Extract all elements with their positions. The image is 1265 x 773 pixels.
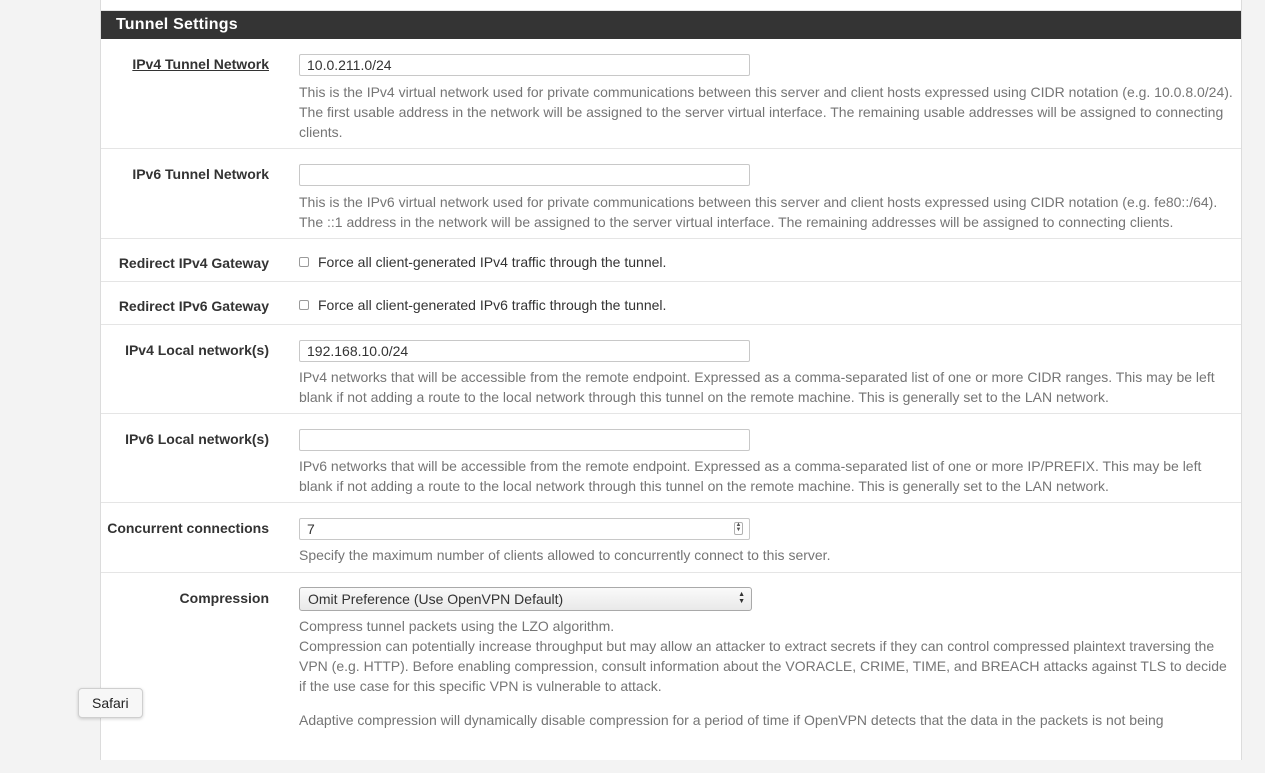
- compression-help-adaptive: Adaptive compression will dynamically disable compression for a period of time if OpenVPN detects that the data in the packets is not being: [299, 712, 1164, 728]
- row-redirect-ipv4-gateway: [101, 239, 1241, 282]
- select-arrows-icon: ▲ ▼: [738, 591, 745, 605]
- ipv4-local-networks-label: IPv4 Local network(s): [125, 342, 269, 358]
- row-ipv6-tunnel-network: [101, 149, 1241, 239]
- compression-select[interactable]: [299, 587, 752, 611]
- ipv6-local-networks-label: IPv6 Local network(s): [125, 431, 269, 447]
- concurrent-connections-label: Concurrent connections: [107, 520, 269, 536]
- redirect-ipv6-checkbox[interactable]: [299, 300, 309, 310]
- redirect-ipv6-gateway-label: Redirect IPv6 Gateway: [118, 298, 269, 314]
- safari-tooltip: Safari: [78, 688, 143, 718]
- ipv4-tunnel-network-input[interactable]: [299, 54, 750, 76]
- section-title: Tunnel Settings: [101, 11, 1241, 39]
- row-ipv6-local-networks: [101, 414, 1241, 503]
- ipv6-local-networks-help: IPv6 networks that will be accessible from the remote endpoint. Expressed as a comma-separated list of one or more IP/PREFIX. This may be left blank if not adding a route to the local network through this tunnel on the remote machine. This is generally set to the LAN network.: [299, 458, 1202, 494]
- compression-selected-value: Omit Preference (Use OpenVPN Default): [308, 591, 564, 607]
- compression-help-lzo: Compress tunnel packets using the LZO algorithm.: [299, 618, 615, 634]
- compression-label: Compression: [179, 590, 269, 606]
- compression-help-warning: Compression can potentially increase throughput but may allow an attacker to extract secrets if they can control compressed plaintext traversing the VPN (e.g. HTTP). Before enabling compression, consult information about the VORACLE, CRIME, TIME, and BREACH attacks against TLS to decide if the use case for this specific VPN is vulnerable to attack.: [299, 638, 1227, 694]
- row-ipv4-tunnel-network: [101, 39, 1241, 149]
- concurrent-connections-help: Specify the maximum number of clients allowed to concurrently connect to this server.: [299, 547, 831, 563]
- ipv6-local-networks-input[interactable]: [299, 429, 750, 451]
- stepper-arrows-icon[interactable]: ▲ ▼: [735, 522, 742, 533]
- redirect-ipv4-checkbox-label[interactable]: Force all client-generated IPv4 traffic through the tunnel.: [318, 254, 667, 270]
- ipv4-tunnel-network-help: This is the IPv4 virtual network used for private communications between this server and client hosts expressed using CIDR notation (e.g. 10.0.8.0/24). The first usable address in the network will be assigned to the server virtual interface. The remaining usable addresses will be assigned to connecting clients.: [299, 84, 1233, 140]
- tunnel-settings-panel: [100, 0, 1242, 760]
- redirect-ipv6-checkbox-label[interactable]: Force all client-generated IPv6 traffic through the tunnel.: [318, 297, 667, 313]
- row-concurrent-connections: [101, 503, 1241, 573]
- redirect-ipv4-checkbox[interactable]: [299, 257, 309, 267]
- concurrent-connections-input[interactable]: [299, 518, 750, 540]
- ipv4-tunnel-network-label[interactable]: IPv4 Tunnel Network: [132, 56, 269, 72]
- row-redirect-ipv6-gateway: [101, 282, 1241, 325]
- panel-top-border: [101, 0, 1241, 11]
- row-compression: [101, 573, 1241, 773]
- ipv6-tunnel-network-help: This is the IPv6 virtual network used for private communications between this server and client hosts expressed using CIDR notation (e.g. fe80::/64). The ::1 address in the network will be assigned to the server virtual interface. The remaining addresses will be assigned to connecting clients.: [299, 194, 1218, 230]
- row-ipv4-local-networks: [101, 325, 1241, 414]
- ipv4-local-networks-input[interactable]: [299, 340, 750, 362]
- ipv6-tunnel-network-label: IPv6 Tunnel Network: [132, 166, 269, 182]
- ipv6-tunnel-network-input[interactable]: [299, 164, 750, 186]
- ipv4-local-networks-help: IPv4 networks that will be accessible from the remote endpoint. Expressed as a comma-separated list of one or more CIDR ranges. This may be left blank if not adding a route to the local network through this tunnel on the remote machine. This is generally set to the LAN network.: [299, 369, 1215, 405]
- redirect-ipv4-gateway-label: Redirect IPv4 Gateway: [118, 255, 269, 271]
